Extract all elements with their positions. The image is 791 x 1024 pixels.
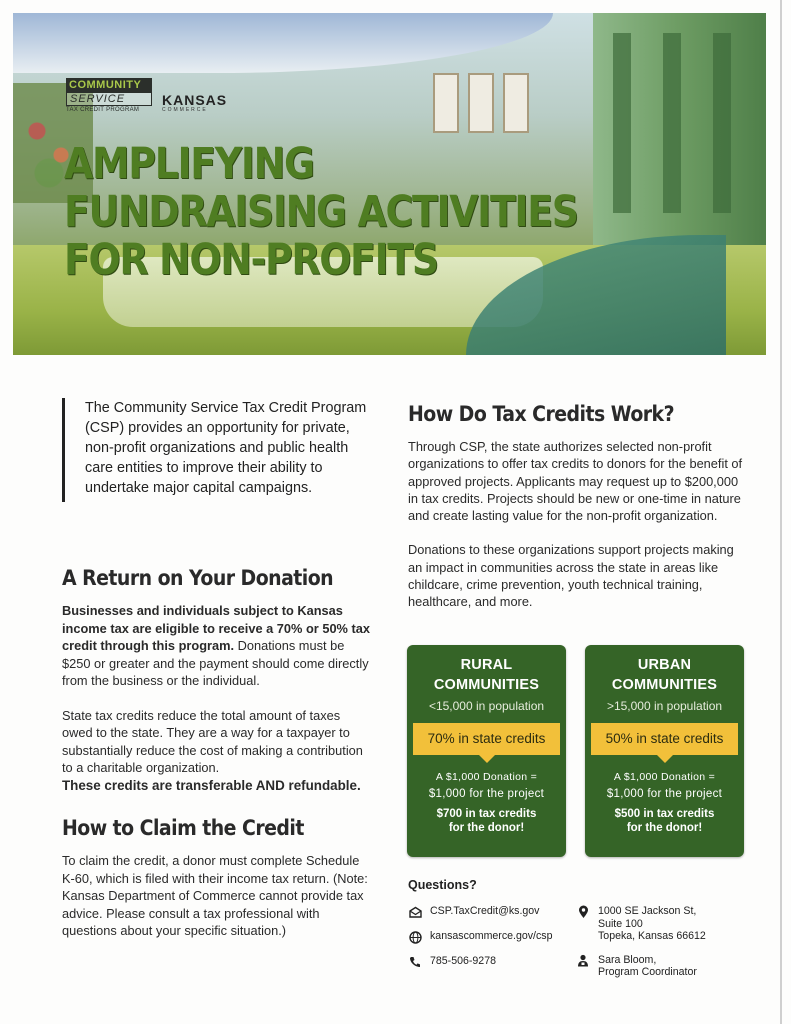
email-icon bbox=[408, 905, 422, 919]
card-credit-line: $500 in tax credits bbox=[614, 808, 715, 820]
person-text bbox=[598, 954, 697, 979]
how-paragraph-1: Through CSP, the state authorizes selected non-profit organizations to offer tax credits to donors for the benefit of approved projects. Applicants may request up to $200,000 in tax credits. Projects should be new or one-time in nature and create lasting value for the non-profit organization. bbox=[408, 439, 743, 524]
card-credit-line: $700 in tax credits bbox=[436, 808, 537, 820]
contact-list-2 bbox=[576, 905, 706, 990]
card-credit-rate: 50% in state credits bbox=[591, 723, 738, 755]
return-heading: A Return on Your Donation bbox=[62, 566, 334, 590]
return-paragraph-2 bbox=[62, 707, 372, 795]
return-bold-text: Businesses and individuals subject to Kansas income tax are eligible to receive a 70% or 50% tax credit through this program. bbox=[62, 603, 370, 653]
logo-line3: TAX CREDIT PROGRAM bbox=[66, 107, 140, 113]
logo bbox=[66, 78, 227, 113]
title-line: FUNDRAISING ACTIVITIES bbox=[64, 187, 578, 237]
card-project: $1,000 for the project bbox=[428, 788, 545, 800]
contact-email[interactable] bbox=[408, 905, 552, 919]
person-icon bbox=[576, 954, 590, 968]
title-line: FOR NON-PROFITS bbox=[64, 235, 438, 285]
intro-text: The Community Service Tax Credit Program (CSP) provides an opportunity for private, non-profit organizations and public health care entities to improve their ability to undertake major capital campaigns. bbox=[85, 400, 367, 496]
return-text-2: State tax credits reduce the total amount of taxes owed to the state. They are a way for a taxpayer to substantially reduce the cost of making a contribution to a charitable organization. bbox=[62, 707, 363, 775]
claim-section bbox=[62, 816, 372, 940]
hero-wall-panel bbox=[613, 33, 631, 213]
address-line: Topeka, Kansas 66612 bbox=[598, 930, 706, 942]
card-title bbox=[407, 655, 566, 695]
card-title-line: COMMUNITIES bbox=[611, 677, 718, 693]
card-tax-credit bbox=[407, 807, 566, 835]
refundable-note: These credits are transferable AND refundable. bbox=[62, 777, 361, 793]
return-section bbox=[62, 566, 372, 794]
hero-display bbox=[503, 73, 529, 133]
card-project: $1,000 for the project bbox=[606, 788, 723, 800]
phone-icon bbox=[408, 955, 422, 969]
rural-card bbox=[407, 645, 566, 857]
card-donation: A $1,000 Donation = bbox=[435, 771, 538, 783]
website-link: kansascommerce.gov/csp bbox=[430, 930, 553, 942]
card-title-line: URBAN bbox=[637, 657, 692, 673]
logo-kansas: KANSAS bbox=[162, 92, 228, 108]
hero-wall-panel bbox=[713, 33, 731, 213]
card-credit-rate: 70% in state credits bbox=[413, 723, 560, 755]
phone-text: 785-506-9278 bbox=[430, 955, 496, 967]
contact-list bbox=[408, 905, 552, 980]
hero-ceiling bbox=[13, 13, 553, 73]
globe-icon bbox=[408, 930, 422, 944]
how-paragraph-2: Donations to these organizations support projects making an impact in communities across the state in areas like childcare, crime prevention, youth technical training, healthcare, and more. bbox=[408, 542, 734, 610]
address-text bbox=[598, 905, 706, 943]
logo-line1: COMMUNITY bbox=[66, 78, 152, 92]
intro-quote bbox=[62, 398, 372, 502]
how-heading: How Do Tax Credits Work? bbox=[408, 402, 675, 426]
card-donation: A $1,000 Donation = bbox=[613, 771, 716, 783]
claim-heading: How to Claim the Credit bbox=[62, 816, 304, 840]
card-tax-credit bbox=[585, 807, 744, 835]
logo-commerce: COMMERCE bbox=[162, 107, 208, 113]
card-title bbox=[585, 655, 744, 695]
return-paragraph-1 bbox=[62, 602, 372, 690]
card-population: >15,000 in population bbox=[606, 699, 723, 713]
hero-display bbox=[468, 73, 494, 133]
person-name: Sara Bloom, bbox=[598, 953, 657, 966]
card-credit-line: for the donor! bbox=[626, 822, 703, 834]
address-line: Suite 100 bbox=[598, 917, 643, 930]
card-title-line: RURAL bbox=[460, 657, 513, 673]
card-title-line: COMMUNITIES bbox=[433, 677, 540, 693]
person-role: Program Coordinator bbox=[598, 966, 697, 978]
claim-text: To claim the credit, a donor must complete Schedule K-60, which is filed with their income tax return. (Note: Kansas Department of Commerce cannot provide tax advice. Please consult a tax professional with questions about your specific situation.) bbox=[62, 853, 368, 938]
card-credit-line: for the donor! bbox=[448, 822, 525, 834]
logo-line2: SERVICE bbox=[66, 92, 152, 106]
address-line: 1000 SE Jackson St, bbox=[598, 905, 697, 917]
csp-logo bbox=[66, 78, 152, 113]
how-section bbox=[408, 402, 748, 611]
questions-heading: Questions? bbox=[408, 878, 477, 892]
contact-phone[interactable] bbox=[408, 955, 552, 969]
card-population: <15,000 in population bbox=[428, 699, 545, 713]
contact-person bbox=[576, 954, 706, 979]
return-text: Donations must be $250 or greater and the payment should come directly from the business or the individual. bbox=[62, 638, 369, 688]
page-title bbox=[64, 140, 592, 284]
contact-website[interactable] bbox=[408, 930, 552, 944]
page-edge bbox=[780, 0, 782, 1024]
map-pin-icon bbox=[576, 905, 590, 919]
contact-address bbox=[576, 905, 706, 943]
urban-card bbox=[585, 645, 744, 857]
hero-wall-panel bbox=[663, 33, 681, 213]
email-text: CSP.TaxCredit@ks.gov bbox=[430, 905, 540, 917]
kansas-commerce-logo bbox=[162, 93, 227, 113]
hero-display bbox=[433, 73, 459, 133]
title-line: AMPLIFYING bbox=[64, 139, 314, 189]
